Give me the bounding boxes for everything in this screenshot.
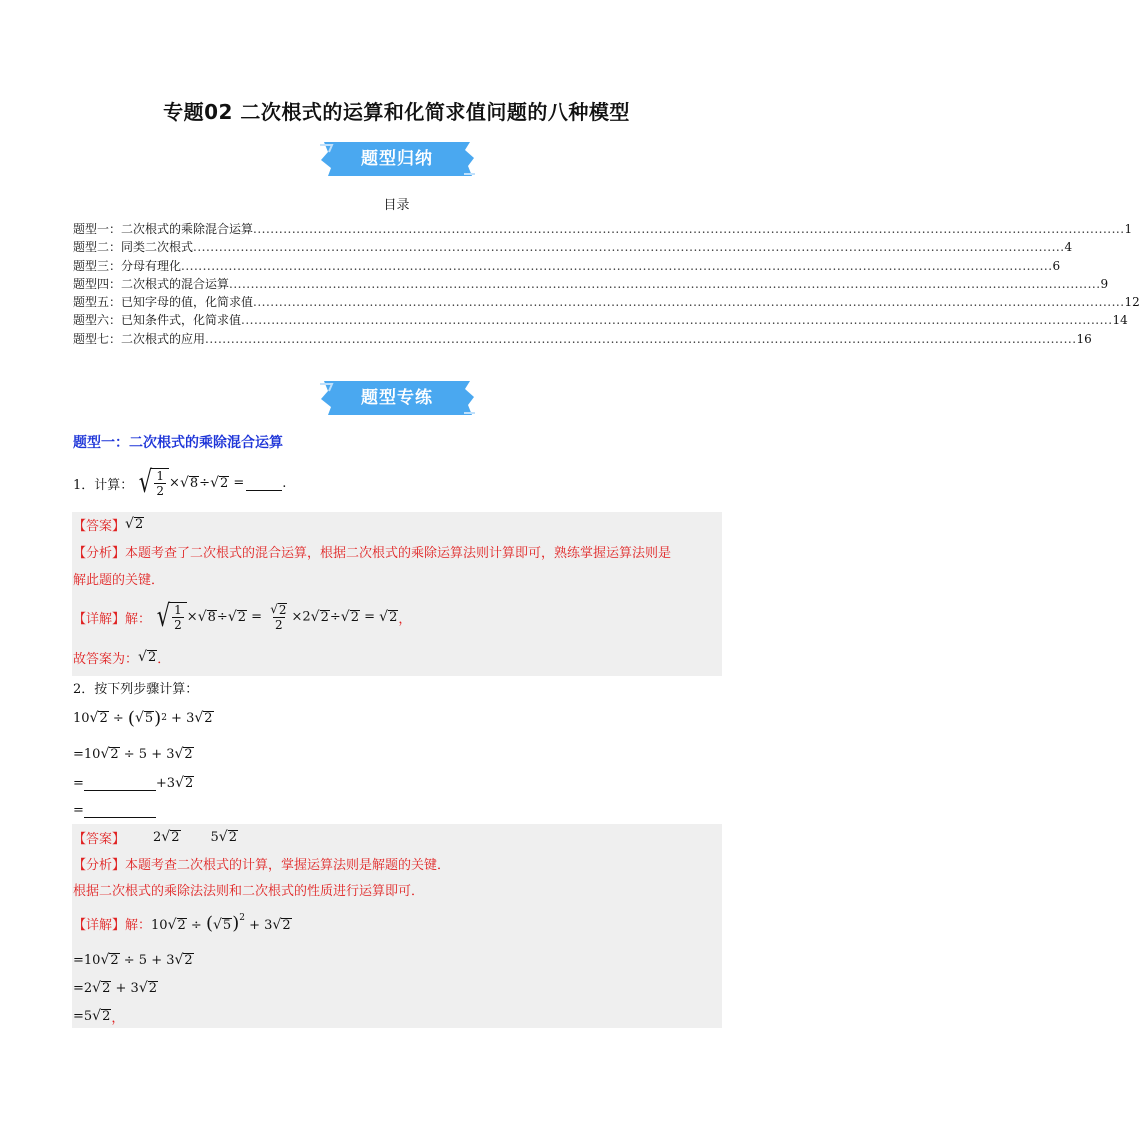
section-heading: 题型一：二次根式的乘除混合运算	[73, 435, 283, 451]
toc-item[interactable]: 题型四：二次根式的混合运算 .......................................................................................................................................................................................................... 9	[73, 276, 1109, 291]
q1-analysis-line1: 【分析】 本题考查了二次根式的混合运算，根据二次根式的乘除运算法则计算即可，熟练掌握运算法则是	[73, 545, 672, 561]
banner-practice	[318, 379, 476, 417]
q2-step-1: 10 √ 2 ÷ ( √ 5 ) 2 + 3 √ 2	[73, 707, 213, 729]
step-4-blank[interactable]	[84, 803, 156, 818]
q2-analysis-line2: 根据二次根式的乘除法法则和二次根式的性质进行运算即可．	[73, 883, 425, 899]
q2-step-3: = +3 √ 2	[73, 774, 194, 791]
q1-answer: 【答案】 √ 2	[73, 515, 144, 534]
document-title: 专题02 二次根式的运算和化简求值问题的八种模型	[163, 100, 630, 124]
q2-analysis-line1: 【分析】 本题考查二次根式的计算，掌握运算法则是解题的关键．	[73, 857, 451, 873]
banner-induction	[318, 140, 476, 178]
step-3-blank[interactable]	[84, 776, 156, 791]
toc-item[interactable]: 题型五：已知字母的值，化简求值 .......................................................................................................................................................................................................... 12	[73, 295, 1140, 310]
q2-step-4: =	[73, 800, 156, 820]
formula-q1-solution: √ $\frac{1}{2}$ × √ 8 ÷ √ 2 = √ 2 2 ×2 √ 2 ÷ √ 2 = √ 2	[156, 599, 398, 634]
toc-item[interactable]: 题型二：同类二次根式 .......................................................................................................................................................................................................... 4	[73, 240, 1073, 255]
q2-answer: 【答案】 2 √ 2 5 √ 2	[73, 828, 237, 847]
toc-item[interactable]: 题型七：二次根式的应用 .......................................................................................................................................................................................................... 16	[73, 331, 1092, 346]
q2-detail-step-2: =10 √ 2 ÷ 5 + 3 √ 2	[73, 951, 193, 968]
toc-title: 目录	[383, 198, 410, 213]
q1-conclusion: 故答案为： √ 2 ．	[73, 648, 171, 667]
banner-practice-label: 题型专练	[361, 388, 433, 408]
q1-detail: 【详解】 解： √ $\frac{1}{2}$ × √ 8 ÷ √ 2 = √ 2 2 ×2 √ 2 ÷ √ 2 = √ 2 ，	[73, 599, 412, 634]
q2-detail-step-4: =5 √ 2 ，	[73, 1007, 125, 1026]
q2-step-2: =10 √ 2 ÷ 5 + 3 √ 2	[73, 745, 193, 762]
q1-analysis-line2: 解此题的关键．	[73, 572, 165, 588]
question-2: 2．按下列步骤计算：	[73, 681, 199, 697]
answer-blank[interactable]	[246, 476, 282, 491]
table-of-contents	[73, 220, 1140, 348]
formula-q1: √ $\frac{1}{2}$ × √ 8 ÷ √ 2 =	[139, 465, 245, 500]
banner-induction-label: 题型归纳	[361, 149, 433, 169]
q2-detail-step-3: =2 √ 2 + 3 √ 2	[73, 979, 158, 996]
toc-item[interactable]: 题型三：分母有理化 .......................................................................................................................................................................................................... 6	[73, 258, 1061, 273]
q2-detail: 【详解】 解： 10 √ 2 ÷ ( √ 5 )$^2$ + 3 √ 2	[73, 912, 291, 934]
question-1: 1．计算： √ $\frac{1}{2}$ × √ 8 ÷ √ 2 = .	[73, 465, 287, 500]
toc-item[interactable]: 题型一：二次根式的乘除混合运算 .......................................................................................................................................................................................................... 1	[73, 222, 1133, 236]
toc-item[interactable]: 题型六：已知条件式，化简求值 .......................................................................................................................................................................................................... 14	[73, 313, 1128, 328]
